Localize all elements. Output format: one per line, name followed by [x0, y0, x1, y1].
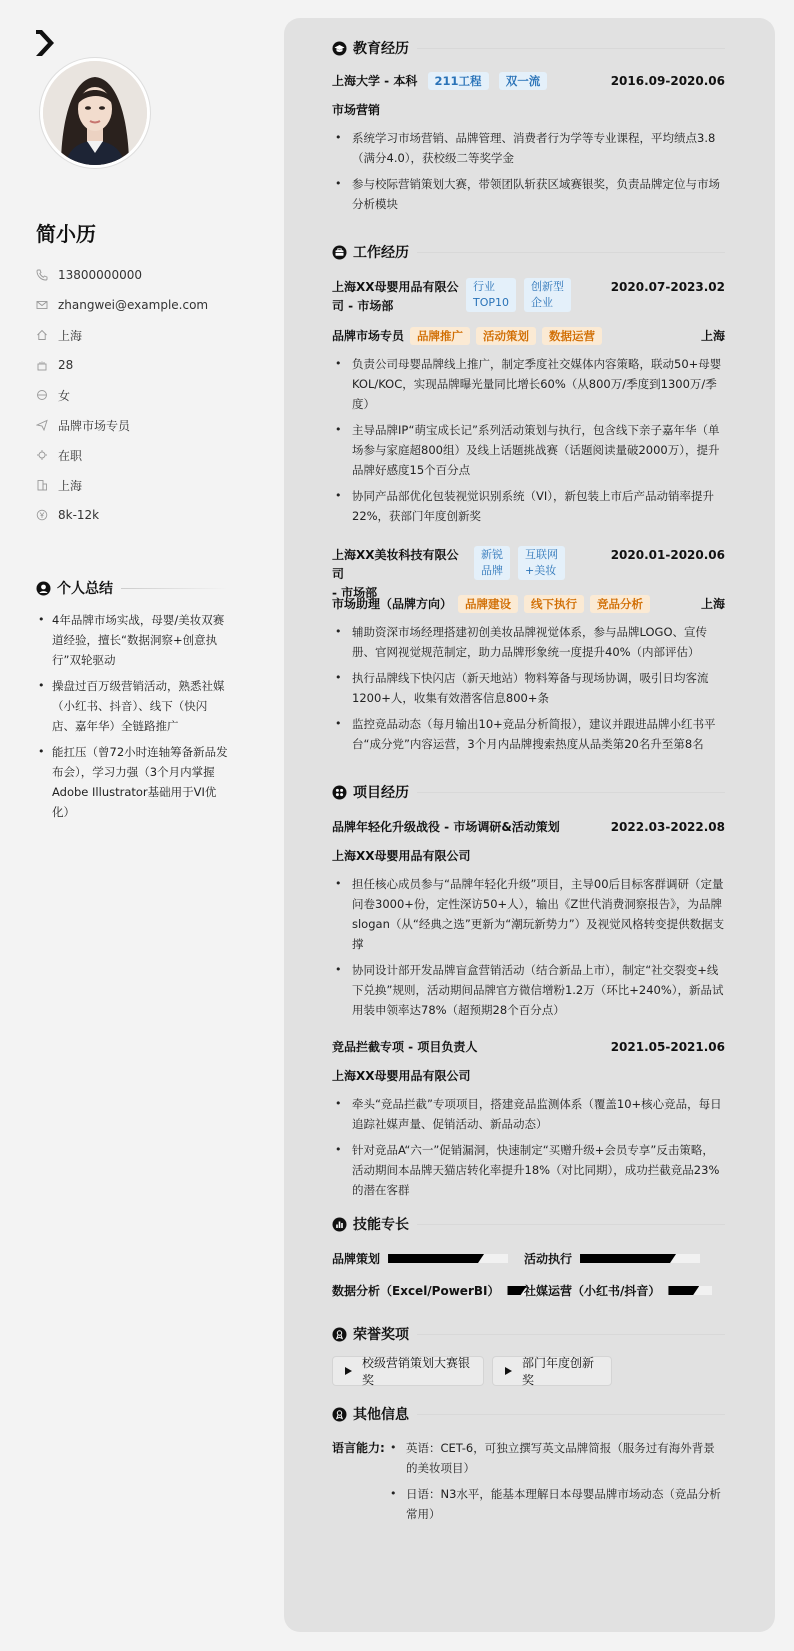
school-line: [332, 72, 547, 91]
divider: [121, 588, 228, 589]
project-date: 2022.03-2022.08: [610, 820, 725, 834]
tag-line: 新锐: [481, 548, 503, 561]
skill-item: [524, 1282, 712, 1299]
profile-name: 简小历: [36, 222, 96, 246]
chevron-logo-icon: [34, 28, 56, 58]
list-item: • 主导品牌IP“萌宝成长记”系列活动策划与执行，包含线下亲子嘉年华（单场参与家庭超800组）及线上话题挑战赛（话题阅读量破2000万），提升品牌好感度15个百分点: [332, 420, 725, 480]
education-list: [332, 128, 725, 220]
skill-bar: [388, 1254, 508, 1263]
divider: [417, 252, 725, 253]
company-tag: [474, 546, 510, 580]
work-heading: [332, 242, 725, 262]
education-section-header: [332, 38, 725, 58]
project-org-text: 上海XX母婴用品有限公司: [332, 849, 471, 863]
divider: [417, 1224, 725, 1225]
list-item: • 协同产品部优化包装视觉识别系统（VI），新包装上市后产品动销率提升22%，获部门年度创新奖: [332, 486, 725, 526]
divider: [417, 1414, 725, 1415]
job-date: 2020.07-2023.02: [610, 280, 725, 294]
graduation-cap-icon: [332, 41, 347, 56]
list-item: • 能扛压（曾72小时连轴筹备新品发布会），学习力强（3个月内掌握Adobe Illustrator基础用于VI优化）: [36, 742, 228, 822]
honor-item[interactable]: [492, 1356, 612, 1386]
tag-line: 创新型: [531, 280, 565, 293]
role-tag: 竞品分析: [590, 595, 650, 613]
play-icon: [505, 1367, 512, 1375]
role-tag: 品牌推广: [410, 327, 470, 345]
bar-chart-icon: [332, 1217, 347, 1232]
school-tag: 双一流: [499, 72, 548, 90]
project-name: 品牌年轻化升级战役 - 市场调研&活动策划: [332, 820, 560, 834]
tag-line: TOP10: [473, 296, 510, 309]
work-title: 工作经历: [353, 245, 409, 261]
other-title: 其他信息: [353, 1407, 409, 1423]
honor-item[interactable]: [332, 1356, 484, 1386]
info-text: 品牌市场专员: [58, 418, 131, 433]
project-list: [332, 874, 725, 1026]
info-text: 上海: [58, 328, 83, 343]
mail-icon: [36, 299, 48, 311]
skill-item: [524, 1250, 700, 1267]
summary-title: 个人总结: [57, 581, 113, 597]
play-icon: [345, 1367, 352, 1375]
info-position: [36, 410, 231, 440]
job-role: 品牌市场专员: [332, 329, 405, 343]
skill-bar-fill: [388, 1254, 484, 1263]
job-role: 市场助理（品牌方向）: [332, 597, 453, 611]
info-text: 女: [58, 388, 71, 403]
info-text: 13800000000: [58, 268, 142, 282]
list-item: • 针对竞品A“六一”促销漏洞，快速制定“买赠升级+会员专享”反击策略，活动期间本品牌天猫店转化率提升18%（对比同期），成功拦截竞品23%的潜在客群: [332, 1140, 725, 1200]
project-org: [332, 846, 725, 866]
info-text: 8k-12k: [58, 508, 100, 522]
company-tag: [524, 278, 571, 312]
avatar: [40, 58, 150, 168]
work-section-header: [332, 242, 725, 262]
list-item: • 日语：N3水平，能基本理解日本母婴品牌市场动态（竞品分析常用）: [388, 1484, 725, 1524]
job-date: 2020.01-2020.06: [610, 548, 725, 562]
projects-section-header: [332, 782, 725, 802]
list-item: • 担任核心成员参与“品牌年轻化升级”项目，主导00后目标客群调研（定量问卷3000+份，定性深访50+人），输出《Z世代消费洞察报告》，为品牌 slogan（从“经典之选”更新为“潮玩新势力”）及视觉风格转变提供数据支撑: [332, 874, 725, 954]
tag-line: 品牌: [481, 564, 503, 577]
education-date: 2016.09-2020.06: [610, 74, 725, 88]
send-icon: [36, 419, 48, 431]
company-line: 上海XX美妆科技有限公司: [332, 548, 459, 581]
info-badge-icon: [332, 1407, 347, 1422]
divider: [417, 48, 725, 49]
company-line: - 市场部: [332, 586, 378, 600]
briefcase-icon: [332, 245, 347, 260]
company-tag: [518, 546, 565, 580]
project-entry-head: [332, 1038, 725, 1057]
honors-heading: [332, 1324, 725, 1344]
award-icon: [332, 1327, 347, 1342]
job-list: [332, 354, 725, 532]
info-text: 上海: [58, 478, 83, 493]
role-tag: 线下执行: [524, 595, 584, 613]
info-age: [36, 350, 231, 380]
role-tag: 品牌建设: [458, 595, 518, 613]
summary-list: [36, 610, 228, 822]
school-name: 上海大学 - 本科: [332, 74, 418, 88]
job-location: 上海: [700, 597, 725, 611]
tag-line: 行业: [473, 280, 495, 293]
skill-bar-fill: [580, 1254, 676, 1263]
list-item: • 英语：CET-6，可独立撰写英文品牌简报（服务过有海外背景的美妆项目）: [388, 1438, 725, 1478]
skills-title: 技能专长: [353, 1217, 409, 1233]
summary-section: [36, 578, 228, 828]
job-entry-head: [332, 278, 725, 316]
skill-name: 社媒运营（小红书/抖音）: [524, 1284, 661, 1298]
info-home: [36, 320, 231, 350]
company-tag: [466, 278, 516, 312]
honors-title: 荣誉奖项: [353, 1327, 409, 1343]
list-item: • 辅助资深市场经理搭建初创美妆品牌视觉体系，参与品牌LOGO、宣传册、官网视觉规范制定，助力品牌形象统一度提升40%（内部评估）: [332, 622, 725, 662]
projects-title: 项目经历: [353, 785, 409, 801]
main-panel: [284, 18, 775, 1632]
status-icon: [36, 449, 48, 461]
list-item: • 系统学习市场营销、品牌管理、消费者行为学等专业课程，平均绩点3.8（满分4.0），获校级二等奖学金: [332, 128, 725, 168]
project-org-text: 上海XX母婴用品有限公司: [332, 1069, 471, 1083]
gender-icon: [36, 389, 48, 401]
divider: [417, 792, 725, 793]
grid-icon: [332, 785, 347, 800]
company-tags: [466, 278, 571, 312]
list-item: • 监控竞品动态（每月输出10+竞品分析简报），建议并跟进品牌小红书平台“成分党”内容运营，3个月内品牌搜索热度从品类第20名升至第8名: [332, 714, 725, 754]
project-org: [332, 1066, 725, 1086]
info-salary: [36, 500, 231, 530]
skills-heading: [332, 1214, 725, 1234]
skill-bar: [668, 1286, 712, 1295]
info-city: [36, 470, 231, 500]
list-item: • 牵头“竞品拦截”专项项目，搭建竞品监测体系（覆盖10+核心竞品，每日追踪社媒声量、促销活动、新品动态）: [332, 1094, 725, 1134]
info-status: [36, 440, 231, 470]
job-role-line: [332, 326, 725, 346]
divider: [417, 1334, 725, 1335]
contact-info-list: [36, 260, 231, 530]
education-title: 教育经历: [353, 41, 409, 57]
major-text: 市场营销: [332, 103, 381, 117]
company-line: 司 - 市场部: [332, 299, 394, 313]
summary-heading: [36, 578, 228, 598]
honor-text: 部门年度创新奖: [522, 1356, 595, 1387]
project-list: [332, 1094, 725, 1206]
skill-name: 品牌策划: [332, 1252, 381, 1266]
salary-icon: [36, 509, 48, 521]
info-gender: [36, 380, 231, 410]
skill-item: [332, 1250, 508, 1267]
company-line: 上海XX母婴用品有限公: [332, 280, 459, 294]
company-tags: [474, 546, 565, 580]
language-label: 语言能力:: [332, 1441, 385, 1455]
skill-name: 数据分析（Excel/PowerBI）: [332, 1284, 500, 1298]
job-location: 上海: [700, 329, 725, 343]
honors-section-header: [332, 1324, 725, 1344]
school-tag: 211工程: [428, 72, 489, 90]
skill-bar: [580, 1254, 700, 1263]
education-entry-head: [332, 72, 725, 91]
avatar-portrait: [43, 61, 147, 165]
skill-bar-fill: [668, 1286, 699, 1295]
project-entry-head: [332, 818, 725, 837]
language-list: [388, 1438, 725, 1530]
list-item: • 4年品牌市场实战，母婴/美妆双赛道经验，擅长“数据洞察+创意执行”双轮驱动: [36, 610, 228, 670]
tag-line: 企业: [531, 296, 554, 309]
job-list: [332, 622, 725, 760]
company-name: [332, 278, 462, 316]
other-section-header: [332, 1404, 725, 1424]
project-name: 竞品拦截专项 - 项目负责人: [332, 1040, 478, 1054]
honor-text: 校级营销策划大赛银奖: [362, 1356, 471, 1387]
job-role-line: [332, 594, 725, 614]
other-heading: [332, 1404, 725, 1424]
list-item: • 协同设计部开发品牌盲盒营销活动（结合新品上市），制定“社交裂变+线下兑换”规则，活动期间品牌官方微信增粉1.2万（环比+240%），新品试用装申领率达78%（超预期28个百分点）: [332, 960, 725, 1020]
skills-section-header: [332, 1214, 725, 1234]
info-text: 28: [58, 358, 74, 372]
skill-name: 活动执行: [524, 1252, 573, 1266]
info-email: [36, 290, 231, 320]
list-item: • 执行品牌线下快闪店（新天地站）物料筹备与现场协调，吸引日均客流1200+人，收集有效潜客信息800+条: [332, 668, 725, 708]
tag-line: +美妆: [525, 564, 557, 577]
info-text: 在职: [58, 448, 83, 463]
age-icon: [36, 359, 48, 371]
list-item: • 参与校际营销策划大赛，带领团队斩获区域赛银奖，负责品牌定位与市场分析模块: [332, 174, 725, 214]
user-circle-icon: [36, 581, 51, 596]
list-item: • 操盘过百万级营销活动，熟悉社媒（小红书、抖音）、线下（快闪店、嘉年华）全链路推广: [36, 676, 228, 736]
project-date: 2021.05-2021.06: [610, 1040, 725, 1054]
phone-icon: [36, 269, 48, 281]
building-icon: [36, 479, 48, 491]
projects-heading: [332, 782, 725, 802]
skill-item: [332, 1282, 531, 1299]
role-tag: 活动策划: [476, 327, 536, 345]
education-heading: [332, 38, 725, 58]
list-item: • 负责公司母婴品牌线上推广，制定季度社交媒体内容策略，联动50+母婴KOL/KOC，实现品牌曝光量同比增长60%（从800万/季度到1300万/季度）: [332, 354, 725, 414]
info-phone: [36, 260, 231, 290]
education-major: [332, 100, 725, 120]
tag-line: 互联网: [525, 548, 558, 561]
info-text: zhangwei@example.com: [58, 298, 209, 312]
home-icon: [36, 329, 48, 341]
role-tag: 数据运营: [542, 327, 602, 345]
